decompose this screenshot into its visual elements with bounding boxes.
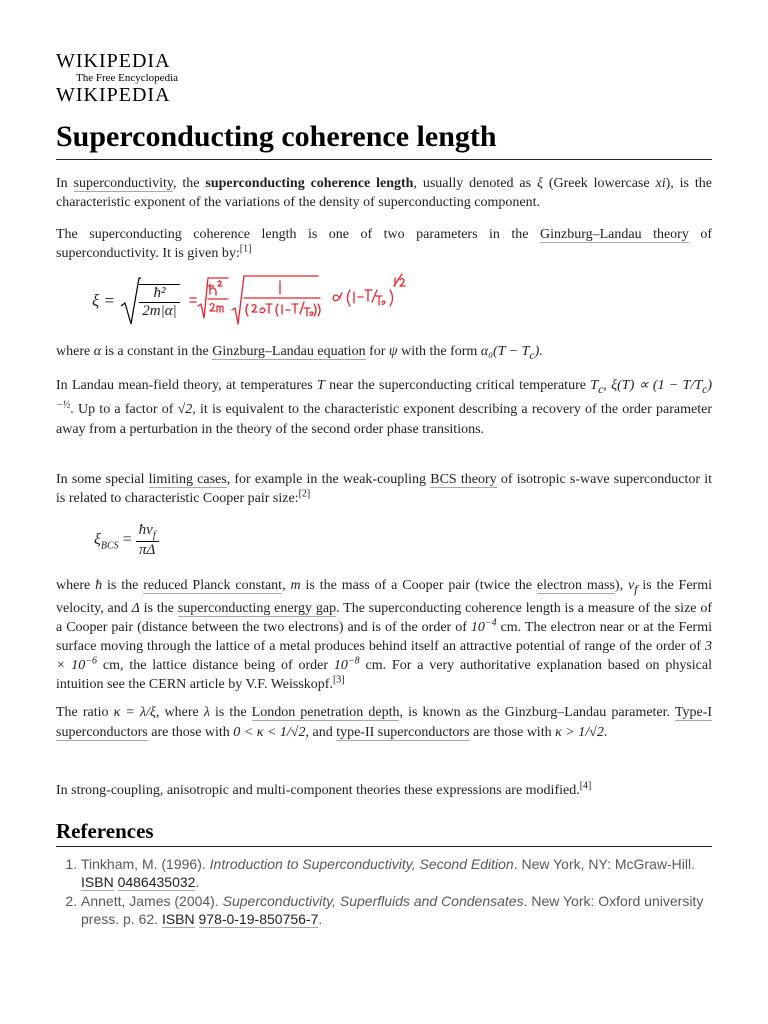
wikipedia-logo[interactable] — [56, 50, 216, 108]
ref-1[interactable]: [1] — [239, 243, 252, 255]
cooper-pair-paragraph: where ħ is the reduced Planck constant, m is the mass of a Cooper pair (twice the electron mass), $v_f$ is the Fermi velocity, and Δ is the superconducting energy gap. The superconducting coherence length is a measure of the size of a Cooper pair (distance between the two electrons) and is of the order of $10^{-4}$ cm. The electron near or at the Fermi surface moving through the lattice of a metal produces behind itself an attractive potential of range of the order of $3 \times 10^{-6}$ cm, the lattice distance being of order $10^{-8}$ cm. For a very authoritative explanation based on physical intuition see the CERN article by V.F. Weisskopf.[3] — [56, 578, 713, 692]
link-electron-mass[interactable]: electron mass — [536, 578, 615, 593]
page-title: Superconducting coherence length — [56, 117, 712, 160]
ref-4[interactable]: [4] — [579, 780, 592, 792]
sqrt-symbol — [119, 276, 141, 328]
references-list — [62, 855, 731, 929]
references-heading: References — [56, 816, 712, 847]
reference-item: 2. Annett, James (2004). Superconductivity, Superfluids and Condensates. New York: Oxford university press. p. 62. ISBN 978-0-19-850756-7. — [81, 892, 731, 928]
ref-3[interactable]: [3] — [332, 674, 345, 686]
link-superconductivity[interactable]: superconductivity — [73, 176, 173, 191]
wordmark-top: WIKIPEDIA — [56, 50, 171, 72]
isbn-label-link[interactable]: ISBN — [81, 874, 114, 890]
link-ginzburg-landau-theory[interactable]: Ginzburg–Landau theory — [539, 227, 689, 242]
mean-field-paragraph: In Landau mean-field theory, at temperatures T near the superconducting critical temperature $T_c$, $\xi(T) \propto (1 - T/T_c)^{-\frac{1}{2}}$. Up to a factor of √2, it is equivalent to the characteristic exponent describing a recovery of the order parameter away from a perturbation in the theory of the second order phase transitions. — [56, 378, 713, 437]
ginzburg-landau-parameter-paragraph: The ratio κ = λ/ξ, where λ is the London penetration depth, is known as the Ginzburg–Landau parameter. Type-I superconductors are those with 0 < κ < 1/√2, and type-II superconductors are those with κ > 1/√2. — [56, 705, 713, 740]
term-bold: superconducting coherence length — [205, 176, 414, 191]
link-superconducting-energy-gap[interactable]: superconducting energy gap — [177, 600, 337, 616]
wordmark-bottom: WIKIPEDIA — [56, 84, 171, 106]
definition-paragraph: The superconducting coherence length is one of two parameters in the Ginzburg–Landau theory of superconductivity. It is given by:[1] — [56, 227, 712, 261]
ref-2[interactable]: [2] — [298, 488, 311, 500]
alpha-paragraph: where α is a constant in the Ginzburg–Landau equation for ψ with the form $\alpha_0(T - T_c)$. — [56, 344, 543, 362]
isbn-link[interactable]: 0486435032 — [117, 874, 196, 890]
link-bcs-theory[interactable]: BCS theory — [430, 472, 497, 487]
strong-coupling-paragraph: In strong-coupling, anisotropic and multi-component theories these expressions are modified.[4] — [56, 780, 592, 798]
isbn-link[interactable]: 978-0-19-850756-7 — [198, 911, 319, 927]
link-reduced-planck-constant[interactable]: reduced Planck constant — [143, 578, 283, 593]
bcs-coherence-formula: $\xi_{BCS}$ = $\frac{ħv_f}{\pi\Delta}$ — [94, 522, 159, 559]
bcs-paragraph: In some special limiting cases, for example in the weak-coupling BCS theory of isotropic s-wave superconductor it is related to characteristic Cooper pair size:[2] — [56, 472, 712, 506]
link-type-i-superconductors[interactable]: Type-I superconductors — [56, 705, 713, 740]
link-limiting-cases[interactable]: limiting cases — [148, 472, 227, 487]
link-ginzburg-landau-equation[interactable]: Ginzburg–Landau equation — [212, 344, 366, 359]
intro-paragraph: In superconductivity, the superconducting coherence length, usually denoted as ξ (Greek lowercase xi), is the characteristic exponent of the variations of the density of superconducting component. — [56, 176, 712, 210]
handwritten-annotation — [188, 268, 418, 332]
reference-item: 1. Tinkham, M. (1996). Introduction to Superconductivity, Second Edition. New York, NY: McGraw-Hill. ISBN 0486435032. — [81, 855, 731, 891]
isbn-label-link[interactable]: ISBN — [161, 911, 195, 927]
link-london-penetration-depth[interactable]: London penetration depth — [251, 705, 400, 720]
coherence-length-formula: ξ = $\frac{\text{ħ²}}{2m|\alpha|}$ — [92, 276, 180, 328]
link-type-ii-superconductors[interactable]: type-II superconductors — [336, 725, 470, 740]
logo-tagline: The Free Encyclopedia — [76, 72, 179, 84]
